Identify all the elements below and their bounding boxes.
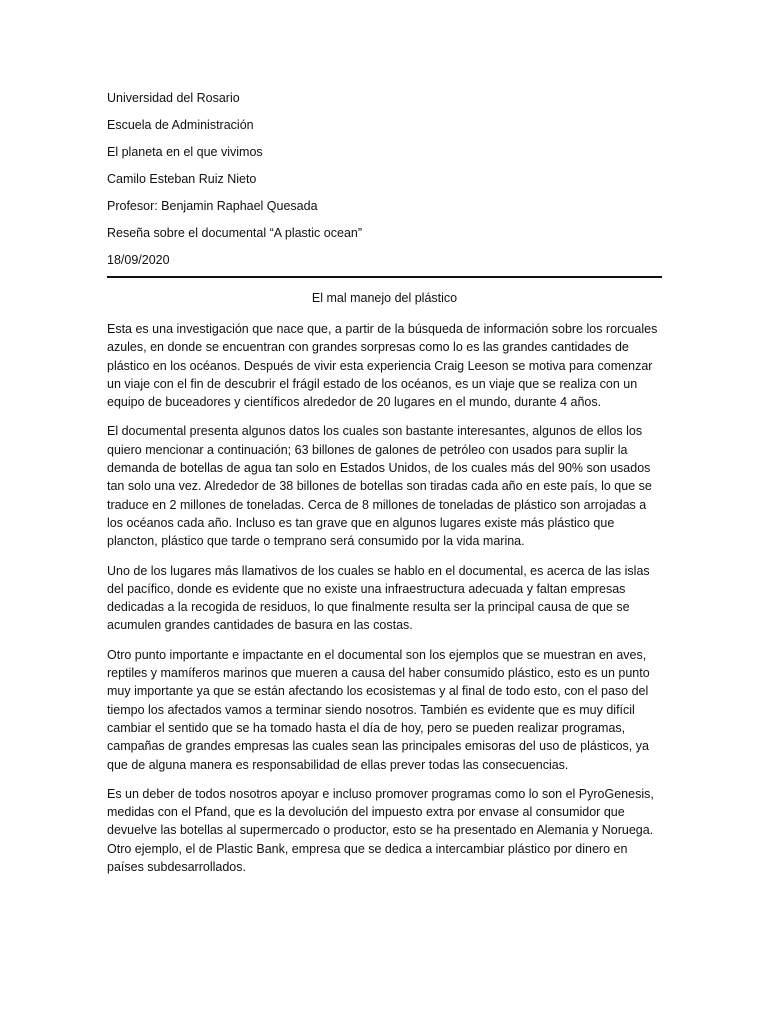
essay-title: El mal manejo del plástico bbox=[311, 291, 458, 305]
paragraph-3: Uno de los lugares más llamativos de los cuales se hablo en el documental, es acerca de las islas del pacífico, donde es evidente que no existe una infraestructura adecuada y faltan empresas dedicadas a la recogida de residuos, lo que finalmente resulta ser la principal causa de que se acumulen grandes cantidades de basura en las costas. bbox=[107, 563, 650, 633]
document-date: 18/09/2020 bbox=[107, 253, 170, 267]
essay-body bbox=[107, 320, 662, 887]
school-name: Escuela de Administración bbox=[107, 118, 254, 132]
paragraph-5: Es un deber de todos nosotros apoyar e incluso promover programas como lo son el PyroGenesis, medidas con el Pfand, que es la devolución del impuesto extra por envase al consumidor que devuelve las botellas al supermercado o productor, esto se ha presentado en Alemania y Noruega. Otro ejemplo, el de Plastic Bank, empresa que se dedica a intercambiar plástico por dinero en países subdesarrollados. bbox=[107, 786, 654, 875]
document-header bbox=[107, 91, 667, 280]
paragraph-4: Otro punto importante e impactante en el documental son los ejemplos que se muestran en aves, reptiles y mamíferos marinos que mueren a causa del haber consumido plástico, esto es un punto muy importante ya que se están afectando los ecosistemas y al final de todo esto, con el paso del tiempo los afectados vamos a terminar siendo nosotros. También es evidente que es muy difícil cambiar el sentido que se ha tomado hasta el día de hoy, pero se pueden realizar programas, campañas de grandes empresas las cuales sean las principales emisoras del uso de plásticos, ya que de alguna manera es responsabilidad de ellas prever todas las consecuencias. bbox=[107, 647, 650, 772]
assignment-title: Reseña sobre el documental “A plastic ocean” bbox=[107, 226, 363, 240]
paragraph-2: El documental presenta algunos datos los cuales son bastante interesantes, algunos de ellos los quiero mencionar a continuación; 63 billones de galones de petróleo con usados para suplir la demanda de botellas de agua tan solo en Estados Unidos, de los cuales más del 90% son usados tan solo una vez. Alrededor de 38 billones de botellas son tiradas cada año en este país, lo que se traduce en 2 millones de toneladas. Cerca de 8 millones de toneladas de plástico son arrojadas a los océanos cada año. Incluso es tan grave que en algunos lugares existe más plástico que plancton, plástico que tarde o temprano será consumido por la vida marina. bbox=[107, 424, 652, 549]
professor-name: Profesor: Benjamin Raphael Quesada bbox=[107, 199, 318, 213]
university-name: Universidad del Rosario bbox=[107, 91, 240, 105]
author-name: Camilo Esteban Ruiz Nieto bbox=[107, 172, 257, 186]
header-divider bbox=[107, 276, 662, 278]
paragraph-1: Esta es una investigación que nace que, a partir de la búsqueda de información sobre los rorcuales azules, en donde se encuentran con grandes sorpresas como lo es las grandes cantidades de plástico en los océanos. Después de vivir esta experiencia Craig Leeson se motiva para comenzar un viaje con el fin de descubrir el frágil estado de los océanos, es un viaje que se realiza con un equipo de buceadores y científicos alrededor de 20 lugares en el mundo, durante 4 años. bbox=[107, 322, 658, 410]
course-name: El planeta en el que vivimos bbox=[107, 145, 263, 159]
